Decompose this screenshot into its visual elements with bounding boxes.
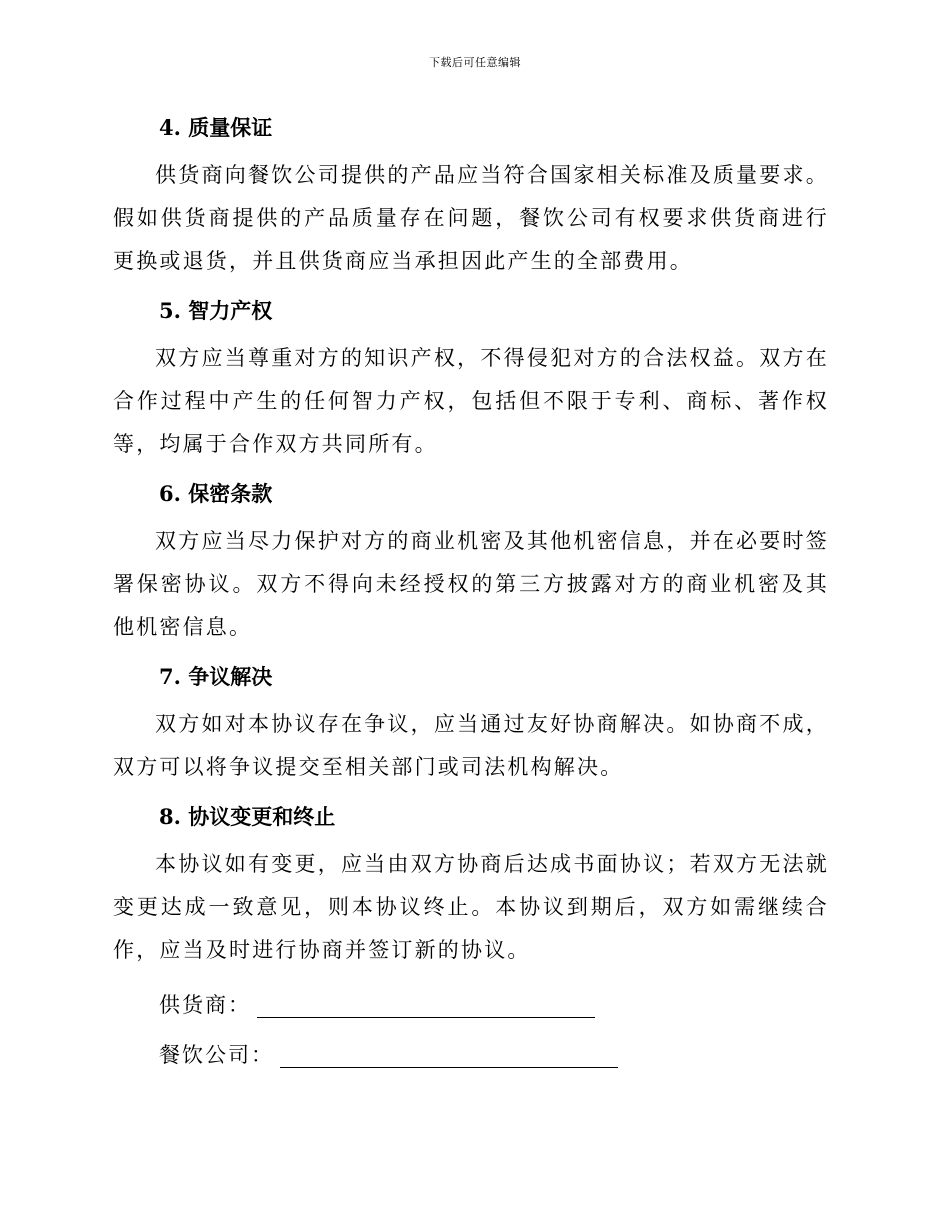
restaurant-signature-line: [159, 1030, 829, 1080]
section-body: 双方如对本协议存在争议，应当通过友好协商解决。如协商不成，双方可以将争议提交至相关部门或司法机构解决。: [113, 712, 829, 779]
section-body: 双方应当尽力保护对方的商业机密及其他机密信息，并在必要时签署保密协议。双方不得向未经授权的第三方披露对方的商业机密及其他机密信息。: [113, 529, 829, 639]
section-heading: 8. 协议变更和终止: [159, 804, 336, 829]
section-heading: 6. 保密条款: [159, 481, 273, 506]
restaurant-signature-blank: [280, 1043, 618, 1068]
document-content: [113, 108, 829, 1080]
section-body: 供货商向餐饮公司提供的产品应当符合国家相关标准及质量要求。假如供货商提供的产品质量存在问题，餐饮公司有权要求供货商进行更换或退货，并且供货商应当承担因此产生的全部费用。: [113, 163, 829, 273]
page-header-note: 下载后可任意编辑: [429, 56, 521, 69]
section-confidentiality: [113, 474, 829, 649]
section-body: 双方应当尊重对方的知识产权，不得侵犯对方的合法权益。双方在合作过程中产生的任何智力产权，包括但不限于专利、商标、著作权等，均属于合作双方共同所有。: [113, 346, 829, 456]
supplier-signature-label: 供货商：: [159, 993, 251, 1017]
section-heading: 7. 争议解决: [159, 664, 273, 689]
section-dispute-resolution: [113, 657, 829, 789]
section-quality-assurance: [113, 108, 829, 283]
section-intellectual-property: [113, 291, 829, 466]
section-heading: 5. 智力产权: [159, 298, 273, 323]
section-body: 本协议如有变更，应当由双方协商后达成书面协议；若双方无法就变更达成一致意见，则本协议终止。本协议到期后，双方如需继续合作，应当及时进行协商并签订新的协议。: [113, 852, 829, 962]
section-amendment-termination: [113, 797, 829, 972]
supplier-signature-line: [159, 980, 829, 1030]
section-heading: 4. 质量保证: [159, 115, 273, 140]
supplier-signature-blank: [257, 993, 595, 1018]
restaurant-signature-label: 餐饮公司：: [159, 1043, 274, 1067]
